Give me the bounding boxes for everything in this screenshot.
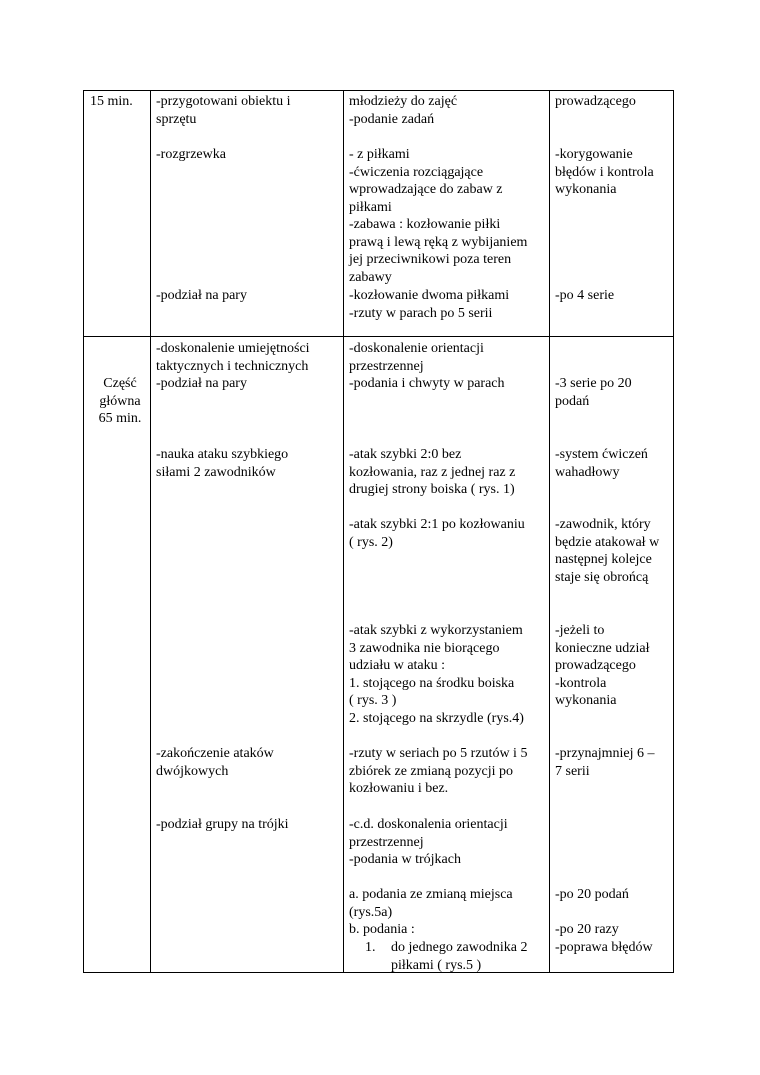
row2-notes-leader: -jeżeli to konieczne udział prowadzącego -kontrola wykonania [555,623,650,708]
row2-content-attack-3rd: -atak szybki z wykorzystaniem 3 zawodnika nie biorącego udziału w ataku : 1. stojącego na środku boiska ( rys. 3 ) 2. stojącego na skrzydle (rys.4) [349,623,524,726]
row2-notes-system: -system ćwiczeń wahadłowy [555,447,648,480]
row1-activity-pairs: -podział na pary [156,288,247,303]
row2-content-attack-2-1: -atak szybki 2:1 po kozłowaniu ( rys. 2) [349,517,525,550]
column-divider [343,91,344,972]
numbered-list-item [365,939,551,974]
lesson-plan-table [83,90,674,973]
row1-content-warmup: - z piłkami -ćwiczenia rozciągające wprowadzające do zabaw z piłkami -zabawa : kozłowanie piłki prawą i lewą ręką z wybijaniem jej przeciwnikowi poza teren zabawy [349,147,528,285]
row2-activity-fast-attack: -nauka ataku szybkiego siłami 2 zawodników [156,447,289,480]
column-divider [150,91,151,972]
row2-content-passes: a. podania ze zmianą miejsca (rys.5a) b. podania : [349,887,513,937]
row1-activity-warmup: -rozgrzewka [156,147,226,162]
row2-section-cell: Część główna 65 min. [98,376,142,426]
row1-time-cell: 15 min. [90,94,133,109]
list-number: 1. [365,940,376,955]
row-divider [84,336,673,337]
row2-activity-tactics: -doskonalenie umiejętności taktycznych i technicznych -podział na pary [156,341,310,391]
row1-content-pairs: -kozłowanie dwoma piłkami -rzuty w parach po 5 serii [349,288,510,321]
row2-notes-series: -3 serie po 20 podań [555,376,632,409]
column-divider [549,91,550,972]
row1-notes-series: -po 4 serie [555,288,615,303]
row2-activity-finish: -zakończenie ataków dwójkowych [156,746,274,779]
row2-content-orientation: -doskonalenie orientacji przestrzennej -podania i chwyty w parach [349,341,505,391]
row2-notes-min-series: -przynajmniej 6 – 7 serii [555,746,655,779]
row1-notes-correction: -korygowanie błędów i kontrola wykonania [555,147,654,197]
list-item-text: do jednego zawodnika 2 piłkami ( rys.5 ) [391,940,528,973]
row1-content-intro: młodzieży do zajęć -podanie zadań [349,94,458,127]
row2-notes-defender: -zawodnik, który będzie atakował w następnej kolejce staje się obrońcą [555,517,660,585]
row2-content-shots: -rzuty w seriach po 5 rzutów i 5 zbiórek ze zmianą pozycji po kozłowaniu i bez. [349,746,528,796]
row2-notes-passes: -po 20 podań [555,887,629,902]
row2-activity-triples: -podział grupy na trójki [156,817,289,832]
row1-activity-prep: -przygotowani obiektu i sprzętu [156,94,291,127]
row1-notes-leader: prowadzącego [555,94,636,109]
row2-notes-repeats: -po 20 razy -poprawa błędów [555,922,653,955]
row2-content-attack-2-0: -atak szybki 2:0 bez kozłowania, raz z jednej raz z drugiej strony boiska ( rys. 1) [349,447,516,497]
row2-content-triples: -c.d. doskonalenia orientacji przestrzennej -podania w trójkach [349,817,508,867]
